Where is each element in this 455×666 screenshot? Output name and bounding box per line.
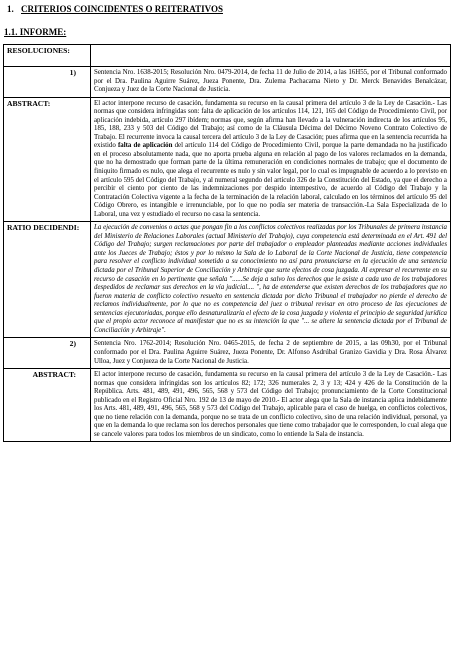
section-heading <box>7 4 223 14</box>
resolutions-header: RESOLUCIONES: <box>4 45 91 67</box>
resolution-citation: Sentencia Nro. 1638-2015; Resolución Nro. 0479-2014, de fecha 11 de Julio de 2014, a las 16H55, por el Tribunal conformado por el Dra. Paulina Aguirre Suárez, Jueza Ponente, Dra. Zulema Pachacama Nieto y Dr. Merck Benavides Benalcázar, Conjueza y Juez de la Corte Nacional de Justicia. <box>91 67 451 98</box>
subsection-heading: 1.1. INFORME: <box>4 27 67 37</box>
row-label: 1) <box>4 67 91 98</box>
abstract-text-part2: del artículo 114 del Código de Procedimiento Civil, porque la parte demandada no ha justificado en el proceso absolutamente nada, que no aporta prueba alguna en relación al pago de los valores reclamados en la demanda, que no ha demostrado que forman parte de la última remuneración en condiciones normales de trabajo; que el documento de finiquito firmado es nulo, que alega el recurrente es nulo y sin valor legal, por lo cual es impugnable de acuerdo a lo previsto en el artículo 595 del Código del Trabajo, y al numeral segundo del artículo 326 de la Constitución del Estado, ya que el derecho a percibir el ciento por ciento de las indemnizaciones por despido intempestivo, de acuerdo al Código del Trabajo y la Contratación Colectiva vigente a la fecha de la terminación de la relación laboral, calculado en los términos del artículo 95 del Código Obrero, es intangible e irrenunciable, por lo que no podía ser materia de transacción.-La Sala Especializada de lo Laboral, una vez y estudiado el recurso no casa la sentencia. <box>94 142 448 218</box>
abstract-bold-text: falta de aplicación <box>117 142 173 150</box>
table-row <box>4 67 451 98</box>
row-label: ABSTRACT: <box>4 369 91 442</box>
row-label: ABSTRACT: <box>4 97 91 222</box>
abstract-text <box>91 97 451 222</box>
table-header-row <box>4 45 451 67</box>
ratio-decidendi-text: La ejecución de convenios o actas que pongan fin a los conflictos colectivos realizadas por los Tribunales de primera instancia del Ministerio de Relaciones Laborales (actual Ministerio del Trabajo), cuya competencia está determinada en el Art. 491 del Código del Trabajo; surgen reclamaciones por parte del trabajador o empleador planteadas mediante acciones individuales ante los Jueces de Trabajo; éstos y por lo mismo la Sala de lo Laboral de la Corte Nacional de Justicia, tiene competencia para resolver el conflicto individual sometido a su conocimiento no así para pronunciarse en la ejecución de una sentencia dictada por el Tribunal Superior de Conciliación y Arbitraje que surte efectos de cosa juzgada. Al expresar el recurrente en su recurso de casación en lo pertinente que señala "......Se deja a salvo los derechos que le asiste a cada uno de los trabajadores despedidos de reclamar sus derechos en la vía judicial.... ", ha de entenderse que existen derechos de los trabajadores que no fueron materia de conflicto colectivo resuelto en sentencia dictada por dicho Tribunal el trabajador no pierde el derecho de reclamos individualmente, por lo que no es competencia del juez o tribunal revisar en otro proceso de las ejecuciones de sentencias ejecutoriadas, porque ello desnaturalizaría el efecto de la cosa juzgada y violenta el principio de seguridad jurídica que el propio actor reconoce al manifestar que no es su intención la que "... se altere la sentencia dictada por el Tribunal de Conciliación y Arbitraje". <box>91 222 451 338</box>
section-title: CRITERIOS COINCIDENTES O REITERATIVOS <box>21 4 223 14</box>
table-row <box>4 338 451 369</box>
row-label: 2) <box>4 338 91 369</box>
table-row <box>4 369 451 442</box>
abstract-text-part1: El actor interpone recurso de casación, fundamenta su recurso en la causal primera del artículo 3 de la Ley de Casación.- Las normas que considera infringidas son: falta de aplicación de los artículos 114, 121, 165 del Código de Procedimiento Civil, por aplicación indebida, artículo 297 ibídem; normas que, según afirma han llevado a la vulneración indirecta de los artículos 95, 185, 188, 233 y 503 del Código del Trabajo; así como de la Cláusula Décima del Décimo Noveno Contrato Colectivo de Trabajo. El recurrente invoca la causal tercera del artículo 3 de la Ley de Casación; pues afirma que en la sentencia recurrida ha existido <box>94 99 447 150</box>
resolution-citation: Sentencia Nro. 1762-2014; Resolución Nro. 0465-2015, de fecha 2 de septiembre de 2015, a las 09h30, por el Tribunal conformado por el Dra. Paulina Aguirre Suárez, Jueza Ponente, Dr. Alfonso Asdrúbal Granizo Gavidia y Dra. Rosa Álvarez Ulloa, Juez y Conjueza de la Corte Nacional de Justicia. <box>91 338 451 369</box>
header-empty-cell <box>91 45 451 67</box>
table-row <box>4 97 451 222</box>
section-number: 1. <box>7 4 14 14</box>
abstract-text: El actor interpone recurso de casación, fundamenta su recurso en la causal primera del artículo 3 de la Ley de Casación.- Las normas que considera infringidas son los artículos 82; 172; 326 numerales 2, 3 y 13; 424 y 426 de la Constitución de la República. Arts. 481, 489, 491, 496, 565, 568 y 573 del Código del Trabajo; pronunciamiento de la Corte Constitucional publicado en el Registro Oficial Nro. 192 de 13 de mayo de 2010.- El actor alega que la Sala de instancia aplica indebidamente los Arts. 481, 489, 491, 496, 565, 568 y 573 del Código del Trabajo, aplicable para el caso de huelga, en conflictos colectivos, que no tiene relación con la demanda, porque no se trata de un conflicto colectivo, sino de una relación individual, personal, ya que en la demanda lo que reclama son los derechos personales que tiene como trabajador que le corresponden, lo cual alega que se cancele valores para todos los miembros de un sindicato, como lo entiende la Sala de instancia. <box>91 369 451 442</box>
table-row <box>4 222 451 338</box>
row-label: RATIO DECIDENDI: <box>4 222 91 338</box>
resolutions-table <box>3 44 451 442</box>
